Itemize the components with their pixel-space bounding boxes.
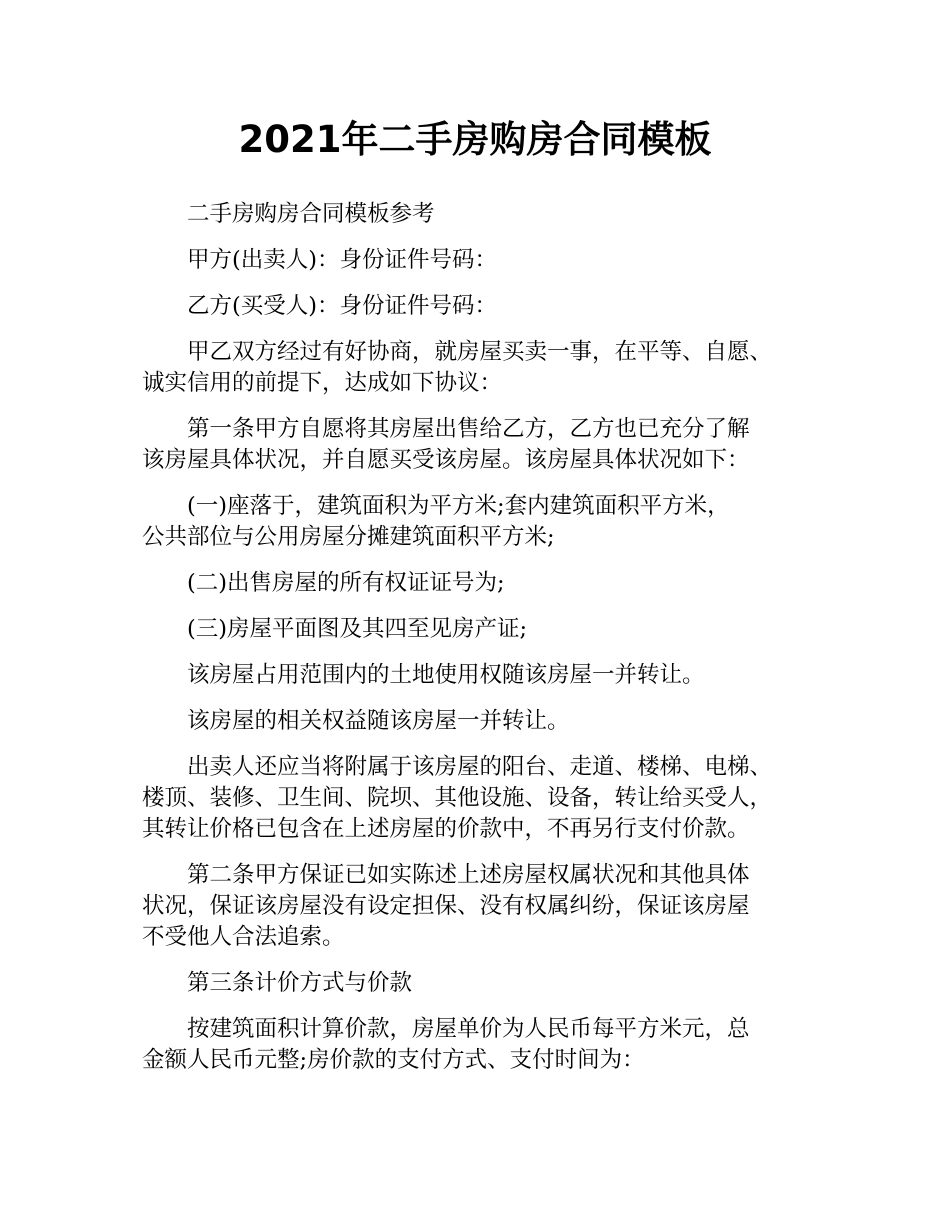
paragraph-line: 公共部位与公用房屋分摊建筑面积平方米;	[142, 524, 555, 550]
paragraph-line: (二)出售房屋的所有权证证号为;	[187, 570, 505, 596]
paragraph-line: (一)座落于，建筑面积为平方米;套内建筑面积平方米，	[187, 493, 730, 519]
paragraph-intro	[142, 199, 822, 230]
paragraph-item-3	[142, 614, 822, 645]
paragraph-article-3	[142, 968, 822, 999]
paragraph-preamble	[142, 337, 822, 399]
paragraph-line: 甲乙双方经过有好协商，就房屋买卖一事，在平等、自愿、	[187, 339, 773, 365]
document-body	[142, 199, 822, 1091]
paragraph-item-2	[142, 568, 822, 599]
paragraph-line: 出卖人还应当将附属于该房屋的阳台、走道、楼梯、电梯、	[187, 754, 773, 780]
paragraph-line: 楼顶、装修、卫生间、院坝、其他设施、设备，转让给买受人，	[142, 785, 773, 811]
paragraph-line: 其转让价格已包含在上述房屋的价款中，不再另行支付价款。	[142, 816, 750, 842]
paragraph-article-2	[142, 860, 822, 953]
paragraph-line: 第二条甲方保证已如实陈述上述房屋权属状况和其他具体	[187, 862, 750, 888]
paragraph-party-a	[142, 245, 822, 276]
paragraph-appurtenances	[142, 752, 822, 845]
paragraph-line: 按建筑面积计算价款，房屋单价为人民币每平方米元，总	[187, 1016, 750, 1042]
paragraph-line: 该房屋的相关权益随该房屋一并转让。	[187, 708, 570, 734]
paragraph-item-1	[142, 491, 822, 553]
paragraph-article-1	[142, 414, 822, 476]
paragraph-line: 不受他人合法追索。	[142, 924, 345, 950]
paragraph-line: (三)房屋平面图及其四至见房产证;	[187, 616, 528, 642]
paragraph-line: 状况，保证该房屋没有设定担保、没有权属纠纷，保证该房屋	[142, 893, 750, 919]
paragraph-line: 第三条计价方式与价款	[187, 970, 413, 996]
document-title: 2021年二手房购房合同模板	[238, 118, 712, 161]
paragraph-line: 该房屋具体状况，并自愿买受该房屋。该房屋具体状况如下：	[142, 447, 750, 473]
paragraph-rights	[142, 706, 822, 737]
paragraph-line: 金额人民币元整;房价款的支付方式、支付时间为：	[142, 1047, 645, 1073]
paragraph-line: 该房屋占用范围内的土地使用权随该房屋一并转让。	[187, 662, 705, 688]
paragraph-price	[142, 1014, 822, 1076]
paragraph-line: 第一条甲方自愿将其房屋出售给乙方，乙方也已充分了解	[187, 416, 750, 442]
paragraph-land-use	[142, 660, 822, 691]
paragraph-line: 甲方(出卖人)：身份证件号码：	[187, 247, 498, 273]
paragraph-party-b	[142, 291, 822, 322]
paragraph-line: 二手房购房合同模板参考	[187, 201, 435, 227]
paragraph-line: 乙方(买受人)：身份证件号码：	[187, 293, 498, 319]
paragraph-line: 诚实信用的前提下，达成如下协议：	[142, 370, 503, 396]
